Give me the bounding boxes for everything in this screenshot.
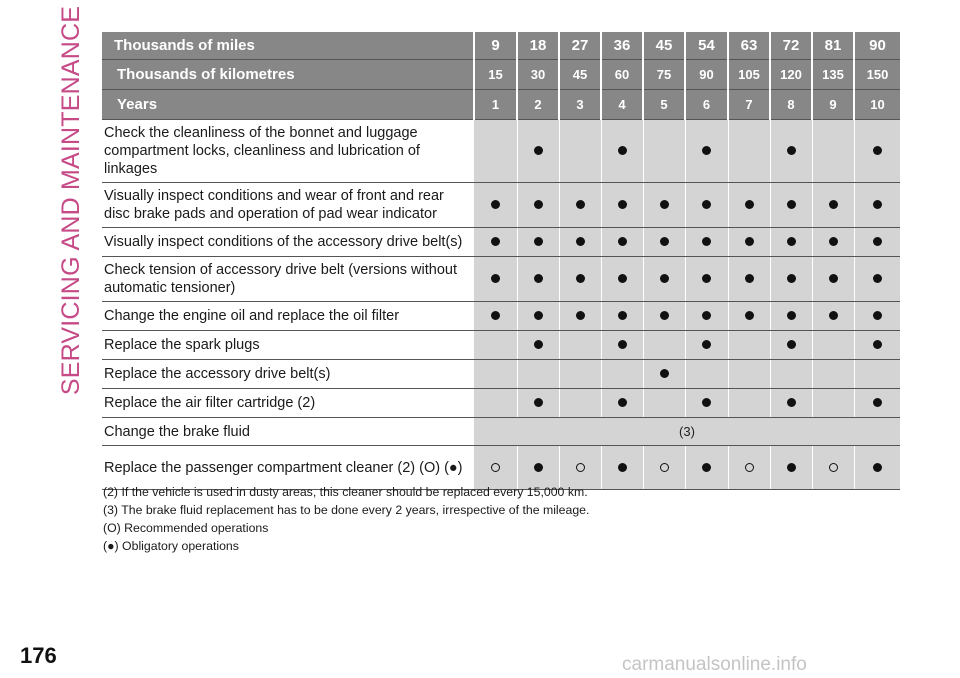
schedule-cell <box>685 228 728 257</box>
header-cell-years: 4 <box>601 90 643 120</box>
schedule-cell <box>770 360 812 389</box>
schedule-cell <box>685 120 728 183</box>
watermark: carmanualsonline.info <box>622 654 807 675</box>
schedule-cell <box>601 389 643 418</box>
schedule-cell <box>812 302 854 331</box>
header-cell-years: 10 <box>854 90 900 120</box>
obligatory-dot-icon <box>534 311 543 320</box>
table-row <box>102 183 900 228</box>
schedule-cell <box>643 389 685 418</box>
footnote: (●) Obligatory operations <box>103 539 239 553</box>
schedule-cell <box>474 302 517 331</box>
table-row <box>102 331 900 360</box>
header-cell-km: 120 <box>770 60 812 90</box>
obligatory-dot-icon <box>576 274 585 283</box>
obligatory-dot-icon <box>534 146 543 155</box>
schedule-cell <box>643 331 685 360</box>
schedule-cell <box>685 389 728 418</box>
schedule-cell <box>812 183 854 228</box>
obligatory-dot-icon <box>491 274 500 283</box>
header-cell-miles: 81 <box>812 32 854 60</box>
recommended-circle-icon <box>576 463 585 472</box>
schedule-cell <box>685 360 728 389</box>
obligatory-dot-icon <box>660 369 669 378</box>
header-cell-miles: 72 <box>770 32 812 60</box>
obligatory-dot-icon <box>873 237 882 246</box>
schedule-cell <box>854 331 900 360</box>
obligatory-dot-icon <box>534 200 543 209</box>
header-row-km <box>102 60 900 90</box>
header-cell-years: 9 <box>812 90 854 120</box>
operation-description: Change the engine oil and replace the oil filter <box>102 302 474 331</box>
schedule-cell <box>517 228 559 257</box>
schedule-cell <box>517 331 559 360</box>
schedule-cell <box>601 183 643 228</box>
obligatory-dot-icon <box>618 311 627 320</box>
header-cell-km: 60 <box>601 60 643 90</box>
schedule-cell <box>517 257 559 302</box>
operation-description: Visually inspect conditions and wear of front and rear disc brake pads and operation of pad wear indicator <box>102 183 474 228</box>
schedule-cell <box>812 120 854 183</box>
recommended-circle-icon <box>745 463 754 472</box>
schedule-cell <box>517 389 559 418</box>
table-row <box>102 360 900 389</box>
schedule-cell <box>474 389 517 418</box>
schedule-cell <box>728 331 770 360</box>
schedule-cell <box>812 360 854 389</box>
obligatory-dot-icon <box>873 311 882 320</box>
header-row-miles <box>102 32 900 60</box>
obligatory-dot-icon <box>829 274 838 283</box>
schedule-cell <box>770 228 812 257</box>
obligatory-dot-icon <box>787 200 796 209</box>
obligatory-dot-icon <box>702 274 711 283</box>
header-cell-miles: 27 <box>559 32 601 60</box>
schedule-cell <box>559 302 601 331</box>
header-cell-km: 45 <box>559 60 601 90</box>
header-cell-km: 15 <box>474 60 517 90</box>
schedule-cell <box>728 389 770 418</box>
schedule-cell <box>643 360 685 389</box>
header-cell-miles: 45 <box>643 32 685 60</box>
obligatory-dot-icon <box>534 398 543 407</box>
header-cell-years: 3 <box>559 90 601 120</box>
header-cell-years: 7 <box>728 90 770 120</box>
obligatory-dot-icon <box>873 274 882 283</box>
header-cell-km: 135 <box>812 60 854 90</box>
header-cell-years: 5 <box>643 90 685 120</box>
obligatory-dot-icon <box>491 237 500 246</box>
obligatory-dot-icon <box>787 311 796 320</box>
obligatory-dot-icon <box>787 237 796 246</box>
obligatory-dot-icon <box>618 200 627 209</box>
schedule-cell <box>728 183 770 228</box>
obligatory-dot-icon <box>534 340 543 349</box>
obligatory-dot-icon <box>702 237 711 246</box>
schedule-cell <box>854 228 900 257</box>
schedule-cell <box>643 302 685 331</box>
schedule-cell <box>559 183 601 228</box>
header-cell-km: 30 <box>517 60 559 90</box>
header-cell-miles: 18 <box>517 32 559 60</box>
schedule-cell <box>517 120 559 183</box>
schedule-cell <box>643 228 685 257</box>
obligatory-dot-icon <box>873 200 882 209</box>
section-title: SERVICING AND MAINTENANCE <box>57 5 86 395</box>
schedule-cell <box>685 183 728 228</box>
section-title-vertical <box>52 5 92 395</box>
schedule-cell <box>728 120 770 183</box>
header-cell-miles: 54 <box>685 32 728 60</box>
schedule-cell <box>854 360 900 389</box>
schedule-cell <box>728 360 770 389</box>
schedule-cell <box>474 183 517 228</box>
operation-description: Replace the passenger compartment cleaner (2) (O) (●) <box>102 446 474 490</box>
schedule-cell <box>474 120 517 183</box>
page-number: 176 <box>20 643 57 668</box>
schedule-cell <box>643 183 685 228</box>
schedule-cell <box>559 120 601 183</box>
obligatory-dot-icon <box>829 200 838 209</box>
obligatory-dot-icon <box>745 311 754 320</box>
obligatory-dot-icon <box>618 340 627 349</box>
schedule-cell <box>770 389 812 418</box>
obligatory-dot-icon <box>873 340 882 349</box>
schedule-cell <box>559 331 601 360</box>
header-cell-miles: 9 <box>474 32 517 60</box>
header-label-km: Thousands of kilometres <box>102 60 474 90</box>
schedule-cell <box>643 120 685 183</box>
recommended-circle-icon <box>491 463 500 472</box>
schedule-cell <box>812 331 854 360</box>
obligatory-dot-icon <box>534 237 543 246</box>
schedule-cell <box>601 257 643 302</box>
obligatory-dot-icon <box>829 311 838 320</box>
brake-fluid-note-cell: (3) <box>474 418 900 446</box>
header-cell-miles: 63 <box>728 32 770 60</box>
obligatory-dot-icon <box>576 200 585 209</box>
obligatory-dot-icon <box>702 311 711 320</box>
footnote: (2) If the vehicle is used in dusty areas, this cleaner should be replaced every 15,000 km. <box>103 485 588 499</box>
header-cell-miles: 90 <box>854 32 900 60</box>
schedule-cell <box>517 360 559 389</box>
operation-description: Change the brake fluid <box>102 418 474 446</box>
schedule-cell <box>728 228 770 257</box>
operation-description: Replace the spark plugs <box>102 331 474 360</box>
obligatory-dot-icon <box>491 311 500 320</box>
schedule-cell <box>601 302 643 331</box>
schedule-cell <box>559 228 601 257</box>
header-cell-km: 90 <box>685 60 728 90</box>
table-row <box>102 228 900 257</box>
schedule-cell <box>559 389 601 418</box>
schedule-cell <box>601 120 643 183</box>
schedule-cell <box>812 228 854 257</box>
obligatory-dot-icon <box>787 146 796 155</box>
schedule-cell <box>517 302 559 331</box>
schedule-cell <box>770 302 812 331</box>
header-cell-years: 1 <box>474 90 517 120</box>
schedule-cell <box>728 257 770 302</box>
obligatory-dot-icon <box>702 146 711 155</box>
footnote: (3) The brake fluid replacement has to be done every 2 years, irrespective of the mileage. <box>103 503 590 517</box>
header-cell-years: 2 <box>517 90 559 120</box>
schedule-cell <box>474 360 517 389</box>
obligatory-dot-icon <box>787 398 796 407</box>
schedule-cell <box>685 257 728 302</box>
header-cell-km: 150 <box>854 60 900 90</box>
schedule-cell <box>643 257 685 302</box>
schedule-cell <box>770 257 812 302</box>
table-row <box>102 418 900 446</box>
obligatory-dot-icon <box>829 237 838 246</box>
footnotes <box>103 483 903 555</box>
schedule-cell <box>770 331 812 360</box>
schedule-cell <box>559 257 601 302</box>
obligatory-dot-icon <box>618 398 627 407</box>
obligatory-dot-icon <box>873 463 882 472</box>
obligatory-dot-icon <box>576 311 585 320</box>
maintenance-schedule-table <box>102 32 900 490</box>
schedule-cell <box>559 360 601 389</box>
table-row <box>102 389 900 418</box>
obligatory-dot-icon <box>787 274 796 283</box>
operation-description: Check tension of accessory drive belt (versions without automatic tensioner) <box>102 257 474 302</box>
obligatory-dot-icon <box>873 146 882 155</box>
schedule-cell <box>474 331 517 360</box>
obligatory-dot-icon <box>618 237 627 246</box>
obligatory-dot-icon <box>702 463 711 472</box>
footnote: (O) Recommended operations <box>103 521 269 535</box>
recommended-circle-icon <box>829 463 838 472</box>
schedule-cell <box>685 331 728 360</box>
header-cell-years: 8 <box>770 90 812 120</box>
obligatory-dot-icon <box>618 274 627 283</box>
obligatory-dot-icon <box>787 340 796 349</box>
schedule-cell <box>854 120 900 183</box>
operation-description: Visually inspect conditions of the accessory drive belt(s) <box>102 228 474 257</box>
schedule-cell <box>854 302 900 331</box>
header-label-miles: Thousands of miles <box>102 32 474 60</box>
table-row <box>102 257 900 302</box>
obligatory-dot-icon <box>702 398 711 407</box>
schedule-cell <box>728 302 770 331</box>
schedule-cell <box>854 183 900 228</box>
obligatory-dot-icon <box>745 274 754 283</box>
recommended-circle-icon <box>660 463 669 472</box>
obligatory-dot-icon <box>618 146 627 155</box>
schedule-cell <box>854 257 900 302</box>
header-row-years <box>102 90 900 120</box>
obligatory-dot-icon <box>660 237 669 246</box>
schedule-cell <box>770 120 812 183</box>
header-cell-km: 105 <box>728 60 770 90</box>
obligatory-dot-icon <box>702 340 711 349</box>
obligatory-dot-icon <box>787 463 796 472</box>
schedule-cell <box>812 389 854 418</box>
table-row <box>102 302 900 331</box>
obligatory-dot-icon <box>660 274 669 283</box>
obligatory-dot-icon <box>618 463 627 472</box>
header-cell-km: 75 <box>643 60 685 90</box>
schedule-cell <box>770 183 812 228</box>
obligatory-dot-icon <box>873 398 882 407</box>
table-row <box>102 120 900 183</box>
header-label-years: Years <box>102 90 474 120</box>
obligatory-dot-icon <box>534 463 543 472</box>
obligatory-dot-icon <box>745 200 754 209</box>
obligatory-dot-icon <box>660 200 669 209</box>
obligatory-dot-icon <box>660 311 669 320</box>
schedule-cell <box>517 183 559 228</box>
obligatory-dot-icon <box>745 237 754 246</box>
obligatory-dot-icon <box>702 200 711 209</box>
operation-description: Replace the air filter cartridge (2) <box>102 389 474 418</box>
header-cell-miles: 36 <box>601 32 643 60</box>
schedule-cell <box>601 228 643 257</box>
obligatory-dot-icon <box>534 274 543 283</box>
schedule-cell <box>474 257 517 302</box>
schedule-cell <box>474 228 517 257</box>
schedule-cell <box>601 331 643 360</box>
schedule-cell <box>685 302 728 331</box>
schedule-cell <box>812 257 854 302</box>
obligatory-dot-icon <box>491 200 500 209</box>
header-cell-years: 6 <box>685 90 728 120</box>
schedule-cell <box>601 360 643 389</box>
schedule-cell <box>854 389 900 418</box>
obligatory-dot-icon <box>576 237 585 246</box>
operation-description: Replace the accessory drive belt(s) <box>102 360 474 389</box>
operation-description: Check the cleanliness of the bonnet and luggage compartment locks, cleanliness and lubrication of linkages <box>102 120 474 183</box>
